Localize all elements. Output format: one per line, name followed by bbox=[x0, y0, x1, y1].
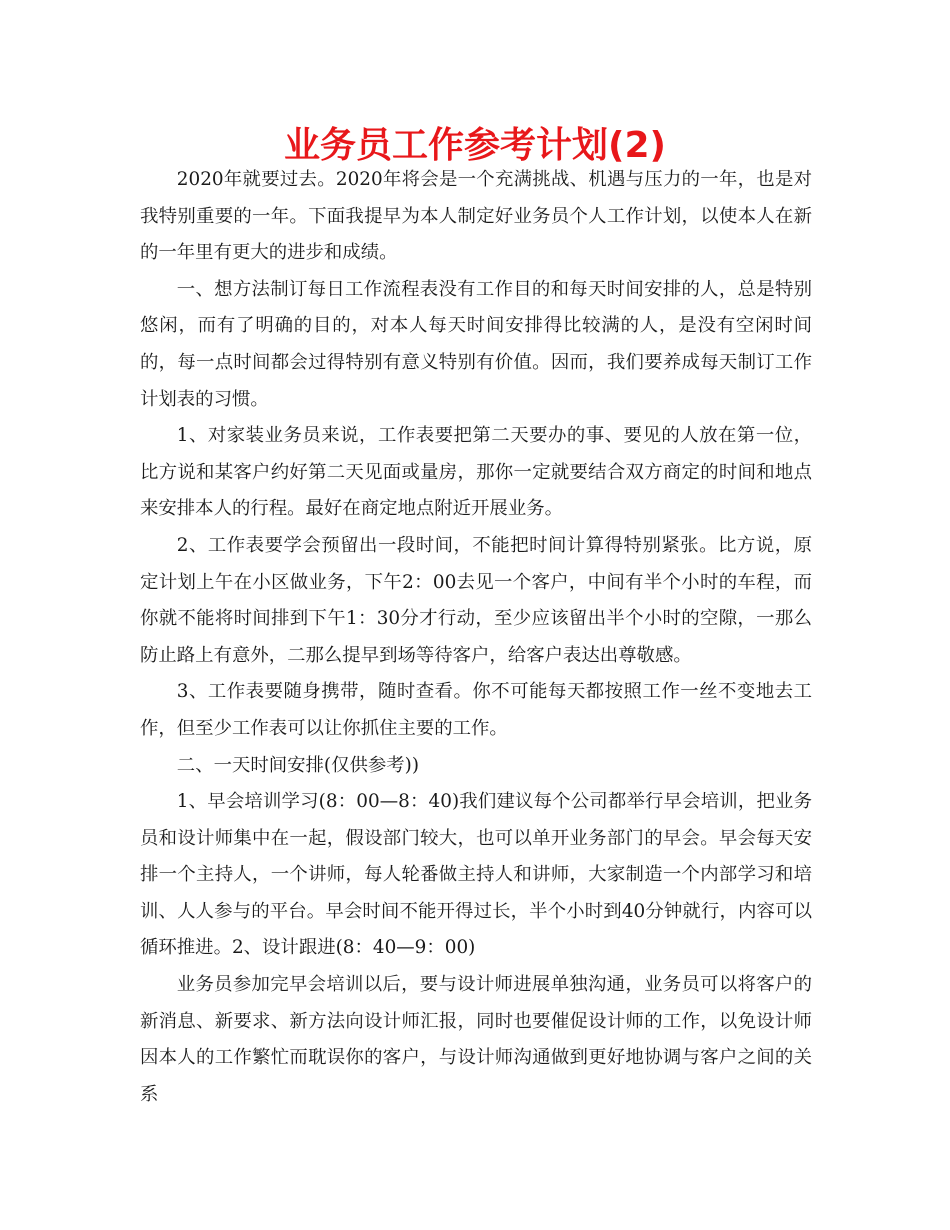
document-title: 业务员工作参考计划(2) bbox=[284, 125, 666, 166]
paragraph-item-1: 1、对家装业务员来说，工作表要把第二天要办的事、要见的人放在第一位，比方说和某客户约好第二天见面或量房，那你一定就要结合双方商定的时间和地点来安排本人的行程。最好在商定地点附近开展业务。 bbox=[140, 425, 812, 520]
paragraph-morning-meeting: 1、早会培训学习(8：00—8：40)我们建议每个公司都举行早会培训，把业务员和设计师集中在一起，假设部门较大，也可以单开业务部门的早会。早会每天安排一个主持人，一个讲师，每人轮番做主持人和讲师，大家制造一个内部学习和培训、人人参与的平台。早会时间不能开得过长，半个小时到40分钟就行，内容可以循环推进。2、设计跟进(8：40—9：00) bbox=[140, 791, 812, 959]
document-body bbox=[140, 162, 812, 1113]
paragraph-design-followup: 业务员参加完早会培训以后，要与设计师进展单独沟通，业务员可以将客户的新消息、新要求、新方法向设计师汇报，同时也要催促设计师的工作，以免设计师因本人的工作繁忙而耽误你的客户，与设计师沟通做到更好地协调与客户之间的关系 bbox=[140, 974, 812, 1105]
paragraph-section-1: 一、想方法制订每日工作流程表没有工作目的和每天时间安排的人，总是特别悠闲，而有了明确的目的，对本人每天时间安排得比较满的人，是没有空闲时间的，每一点时间都会过得特别有意义特别有价值。因而，我们要养成每天制订工作计划表的习惯。 bbox=[140, 278, 812, 410]
paragraph-intro: 2020年就要过去。2020年将会是一个充满挑战、机遇与压力的一年，也是对我特别重要的一年。下面我提早为本人制定好业务员个人工作计划，以使本人在新的一年里有更大的进步和成绩。 bbox=[140, 169, 812, 264]
paragraph-item-2: 2、工作表要学会预留出一段时间，不能把时间计算得特别紧张。比方说，原定计划上午在小区做业务，下午2：00去见一个客户，中间有半个小时的车程，而你就不能将时间排到下午1：30分才行动，至少应该留出半个小时的空隙，一那么防止路上有意外，二那么提早到场等待客户，给客户表达出尊敬感。 bbox=[140, 534, 812, 666]
paragraph-item-3: 3、工作表要随身携带，随时查看。你不可能每天都按照工作一丝不变地去工作，但至少工作表可以让你抓住主要的工作。 bbox=[140, 681, 812, 739]
paragraph-section-2: 二、一天时间安排(仅供参考)) bbox=[176, 754, 420, 776]
